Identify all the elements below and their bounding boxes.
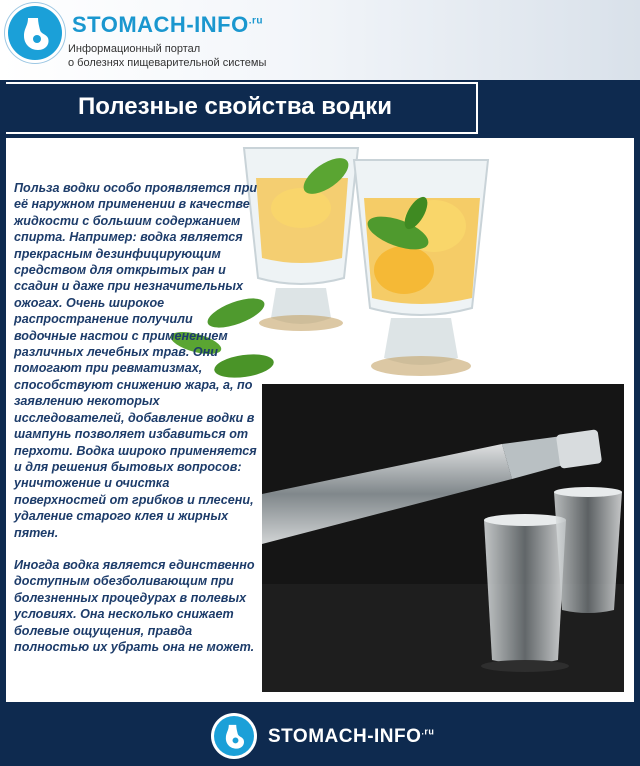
page-title: Полезные свойства водки	[78, 93, 393, 120]
vodka-bottle-and-shot-glasses	[262, 384, 624, 692]
article-text	[14, 180, 258, 671]
title-banner	[6, 82, 478, 134]
article-panel	[6, 138, 634, 702]
footer-brand[interactable]	[268, 726, 434, 748]
article-paragraph-1: Польза водки особо проявляется при её наружном применении в качестве жидкости с большим содержанием спирта. Например: водка является прекрасным дезинфицирующим средством для открытых ран и ссадин и даже при незначительных ожогах. Очень широкое распространение получили водочные настои с применением различных лечебных трав. Они помогают при ревматизмах, способствуют снижению жара, а, по заявлению некоторых исследователей, добавление водки в шампунь позволяет избавиться от перхоти. Водка широко применяется и для решения бытовых вопросов: уничтожение и очистка поверхностей от грибков и плесени, удаление старого клея и жирных пятен.	[14, 181, 258, 540]
stomach-icon	[214, 716, 254, 756]
footer-logo[interactable]	[214, 716, 254, 756]
tagline-line-1: Информационный портал	[68, 43, 201, 55]
brand-name[interactable]	[72, 12, 263, 38]
footer-brand-name: STOMACH-INFO	[268, 726, 422, 747]
site-logo[interactable]	[8, 6, 62, 60]
article-paragraph-2: Иногда водка является единственно доступным обезболивающим при болезненных процедурах в полевых условиях. Она несколько снижает болевые ощущения, правда полностью их убрать она не может.	[14, 557, 255, 654]
vodka-photo	[258, 380, 628, 696]
brand-tld: .ru	[248, 15, 263, 27]
stomach-icon	[8, 6, 62, 60]
site-header	[0, 0, 640, 80]
footer-brand-tld: .ru	[421, 726, 435, 737]
site-tagline	[68, 42, 328, 70]
brand-name-text: STOMACH-INFO	[72, 12, 249, 37]
tagline-line-2: о болезнях пищеварительной системы	[68, 57, 267, 69]
